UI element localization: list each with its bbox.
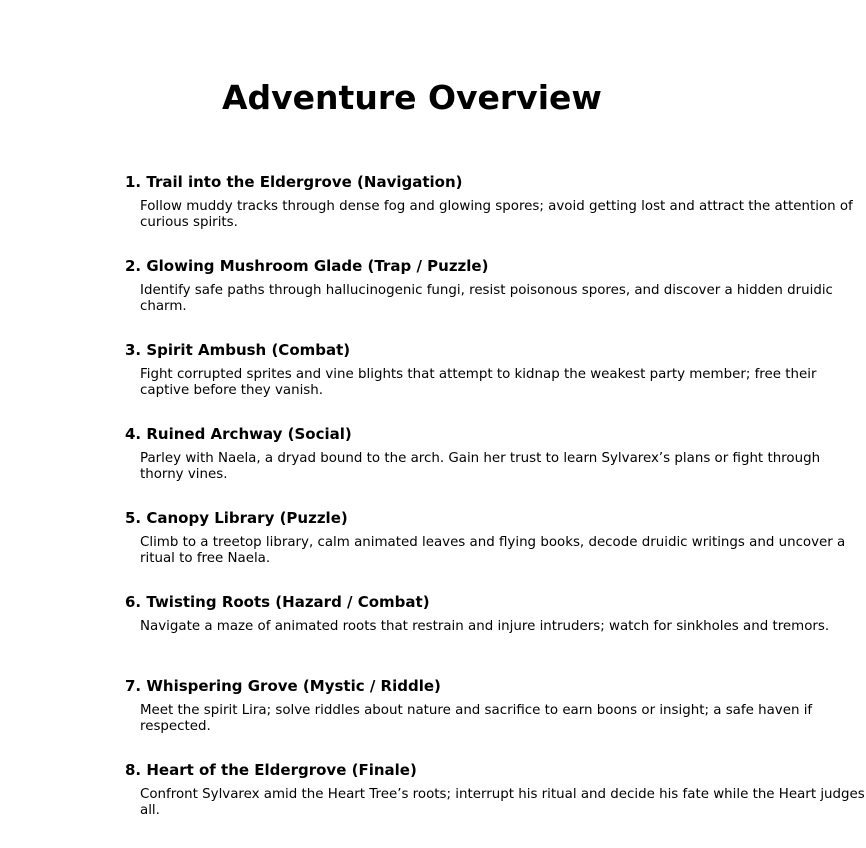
section-heading: 7. Whispering Grove (Mystic / Riddle) [125,677,441,695]
section-description: Navigate a maze of animated roots that restrain and injure intruders; watch for sinkholes and tremors. [140,619,830,634]
section-ruined-archway [125,425,865,483]
section-description: Identify safe paths through hallucinogenic fungi, resist poisonous spores, and discover a hidden druidic charm. [140,283,833,314]
section-heading: 6. Twisting Roots (Hazard / Combat) [125,593,430,611]
section-heart-of-eldergrove [125,761,865,819]
section-description: Parley with Naela, a dryad bound to the arch. Gain her trust to learn Sylvarex’s plans or fight through thorny vines. [140,451,821,482]
section-heading: 1. Trail into the Eldergrove (Navigation) [125,173,463,191]
section-glowing-mushroom-glade [125,257,865,315]
section-twisting-roots [125,593,865,635]
section-description: Follow muddy tracks through dense fog and glowing spores; avoid getting lost and attract the attention of curious spirits. [140,199,853,230]
section-description: Confront Sylvarex amid the Heart Tree’s roots; interrupt his ritual and decide his fate while the Heart judges all. [140,787,865,818]
section-heading: 5. Canopy Library (Puzzle) [125,509,348,527]
section-description: Climb to a treetop library, calm animated leaves and flying books, decode druidic writings and uncover a ritual to free Naela. [140,535,846,566]
page-title: Adventure Overview [222,78,602,117]
section-description: Fight corrupted sprites and vine blights that attempt to kidnap the weakest party member; free their captive before they vanish. [140,367,817,398]
section-trail-into-eldergrove [125,173,865,231]
section-heading: 3. Spirit Ambush (Combat) [125,341,351,359]
section-heading: 8. Heart of the Eldergrove (Finale) [125,761,417,779]
section-whispering-grove [125,677,865,735]
section-description: Meet the spirit Lira; solve riddles about nature and sacrifice to earn boons or insight; a safe haven if respected. [140,703,813,734]
section-heading: 2. Glowing Mushroom Glade (Trap / Puzzle) [125,257,489,275]
section-spirit-ambush [125,341,865,399]
section-heading: 4. Ruined Archway (Social) [125,425,352,443]
section-canopy-library [125,509,865,567]
